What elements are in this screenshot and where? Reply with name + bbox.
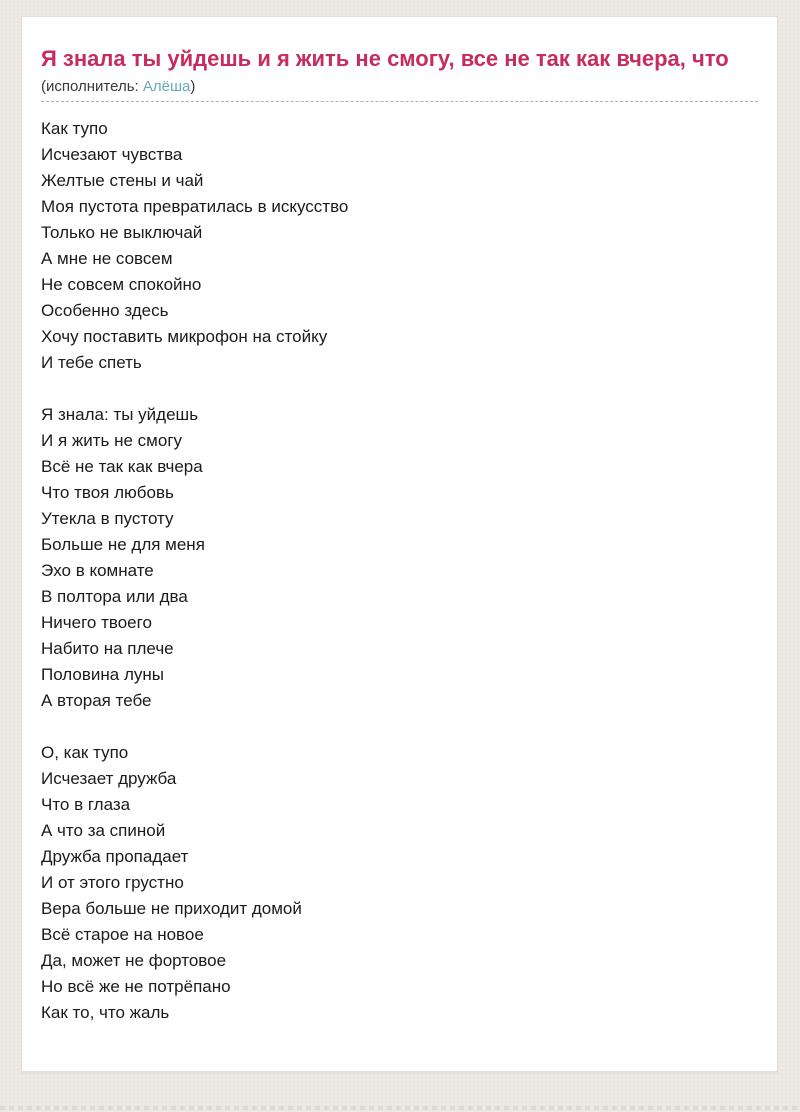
lyric-line: Эхо в комнате — [41, 561, 154, 580]
verse — [41, 116, 758, 376]
lyric-line: Но всё же не потрёпано — [41, 977, 231, 996]
lyric-line: И от этого грустно — [41, 873, 184, 892]
lyric-line: Моя пустота превратилась в искусство — [41, 197, 349, 216]
lyric-line: Особенно здесь — [41, 301, 169, 320]
artist-label-suffix: ) — [190, 78, 196, 95]
artist-line — [41, 77, 758, 101]
lyric-line: Как тупо — [41, 119, 108, 138]
lyric-line: Половина луны — [41, 665, 164, 684]
artist-link[interactable]: Алёша — [142, 78, 191, 95]
lyric-line: Набито на плече — [41, 639, 174, 658]
lyric-line: Дружба пропадает — [41, 847, 189, 866]
verse — [41, 402, 758, 714]
dashed-separator — [41, 101, 758, 102]
lyric-line: Утекла в пустоту — [41, 509, 174, 528]
lyric-line: Больше не для меня — [41, 535, 205, 554]
lyric-line: И тебе спеть — [41, 353, 142, 372]
lyric-line: Желтые стены и чай — [41, 171, 204, 190]
lyric-line: Что в глаза — [41, 795, 131, 814]
lyric-line: Да, может не фортовое — [41, 951, 227, 970]
lyric-line: Исчезает дружба — [41, 769, 177, 788]
lyric-line: Вера больше не приходит домой — [41, 899, 302, 918]
lyric-line: Исчезают чувства — [41, 145, 183, 164]
verse — [41, 740, 758, 1026]
lyric-line: Я знала: ты уйдешь — [41, 405, 199, 424]
lyrics-card — [21, 16, 778, 1072]
page-title: Я знала ты уйдешь и я жить не смогу, все не так как вчера, что — [41, 46, 729, 71]
lyric-line: А вторая тебе — [41, 691, 152, 710]
lyric-line: Только не выключай — [41, 223, 203, 242]
lyric-line: А что за спиной — [41, 821, 166, 840]
lyric-line: И я жить не смогу — [41, 431, 183, 450]
lyric-line: О, как тупо — [41, 743, 129, 762]
lyric-line: Всё не так как вчера — [41, 457, 203, 476]
lyric-line: В полтора или два — [41, 587, 188, 606]
lyric-line: Не совсем спокойно — [41, 275, 202, 294]
lyric-line: Ничего твоего — [41, 613, 152, 632]
lyric-line: Хочу поставить микрофон на стойку — [41, 327, 328, 346]
page-bottom-texture — [0, 1106, 800, 1110]
lyric-line: Что твоя любовь — [41, 483, 174, 502]
lyric-line: А мне не совсем — [41, 249, 173, 268]
lyric-line: Как то, что жаль — [41, 1003, 170, 1022]
lyrics-text — [41, 116, 758, 1026]
lyric-line: Всё старое на новое — [41, 925, 204, 944]
artist-label-prefix: (исполнитель: — [41, 78, 143, 95]
